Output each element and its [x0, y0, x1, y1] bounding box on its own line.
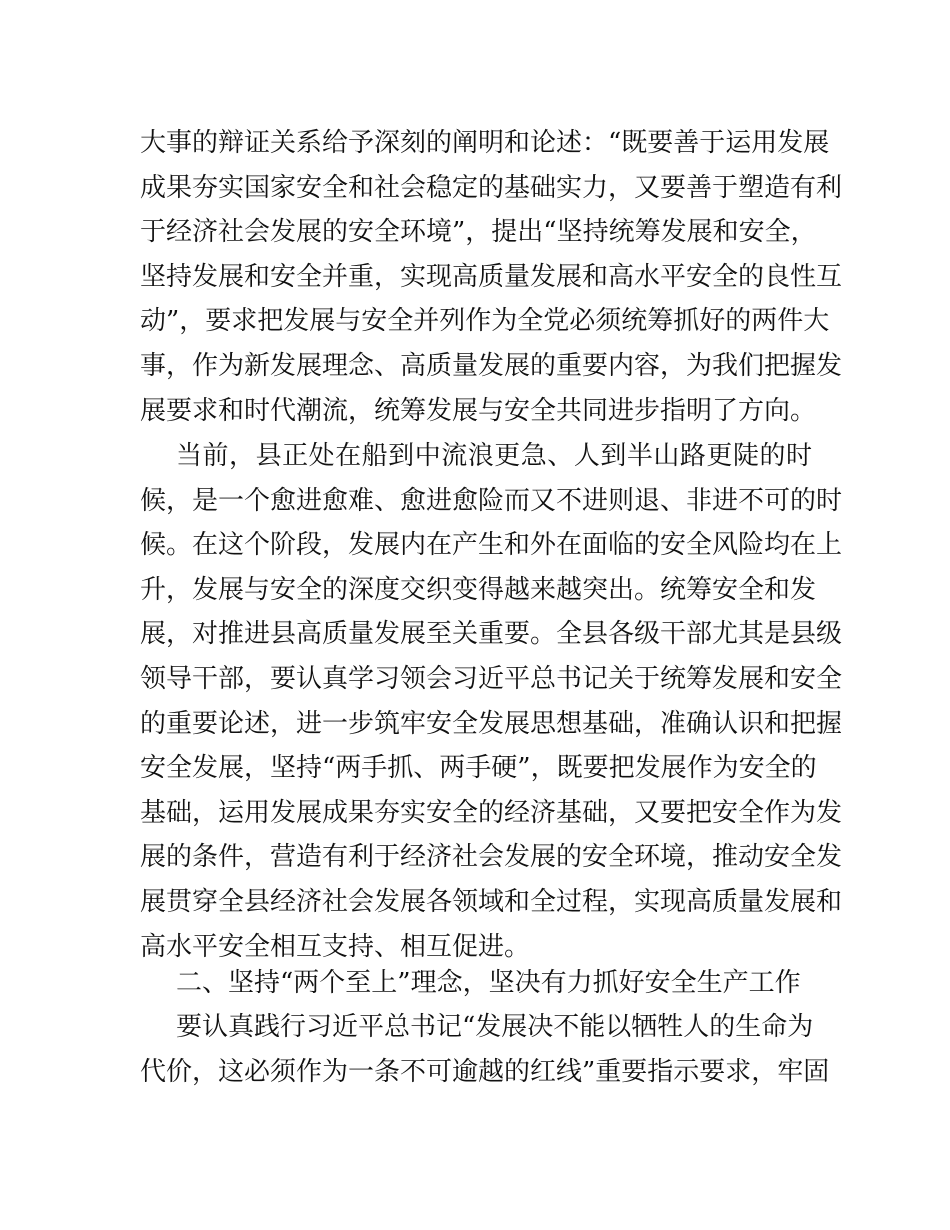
paragraph-line: 坚持发展和安全并重，实现高质量发展和高水平安全的良性互: [140, 261, 843, 292]
paragraph-line: 基础，运用发展成果夯实安全的经济基础，又要把安全作为发: [140, 797, 843, 828]
paragraph-line: 要认真践行习近平总书记“发展决不能以牺牲人的生命为: [176, 1012, 814, 1042]
paragraph-line: 安全发展，坚持“两手抓、两手硬”，既要把发展作为安全的: [140, 753, 817, 784]
paragraph-line: 代价，这必须作为一条不可逾越的红线”重要指示要求，牢固: [140, 1056, 830, 1087]
paragraph-line: 动”，要求把发展与安全并列作为全党必须统筹抓好的两件大: [140, 306, 830, 337]
paragraph-line: 展要求和时代潮流，统筹发展与安全共同进步指明了方向。: [140, 395, 817, 426]
paragraph-line: 的重要论述，进一步筑牢安全发展思想基础，准确认识和把握: [140, 708, 843, 739]
paragraph-line: 当前，县正处在船到中流浪更急、人到半山路更陡的时: [176, 441, 812, 471]
paragraph-line: 候。在这个阶段，发展内在产生和外在面临的安全风险均在上: [140, 530, 843, 561]
paragraph-line: 升，发展与安全的深度交织变得越来越突出。统筹安全和发: [140, 574, 817, 605]
paragraph-line: 高水平安全相互支持、相互促进。: [140, 931, 531, 962]
paragraph-line: 领导干部，要认真学习领会习近平总书记关于统筹发展和安全: [140, 663, 843, 694]
section-heading-block: [140, 961, 812, 1006]
paragraph-line: 成果夯实国家安全和社会稳定的基础实力，又要善于塑造有利: [140, 172, 843, 203]
paragraph-3: [140, 1005, 830, 1094]
paragraph-line: 事，作为新发展理念、高质量发展的重要内容，为我们把握发: [140, 350, 843, 381]
section-heading: 二、坚持“两个至上”理念，坚决有力抓好安全生产工作: [176, 968, 801, 998]
paragraph-line: 于经济社会发展的安全环境”，提出“坚持统筹发展和安全，: [140, 217, 817, 248]
paragraph-line: 展，对推进县高质量发展至关重要。全县各级干部尤其是县级: [140, 619, 843, 650]
paragraph-line: 大事的辩证关系给予深刻的阐明和论述：“既要善于运用发展: [140, 128, 830, 158]
paragraph-line: 展贯穿全县经济社会发展各领域和全过程，实现高质量发展和: [140, 886, 843, 917]
paragraph-line: 展的条件，营造有利于经济社会发展的安全环境，推动安全发: [140, 842, 843, 873]
paragraph-1: [140, 121, 843, 433]
paragraph-2: [140, 434, 843, 969]
paragraph-line: 候，是一个愈进愈难、愈进愈险而又不进则退、非进不可的时: [140, 485, 843, 516]
